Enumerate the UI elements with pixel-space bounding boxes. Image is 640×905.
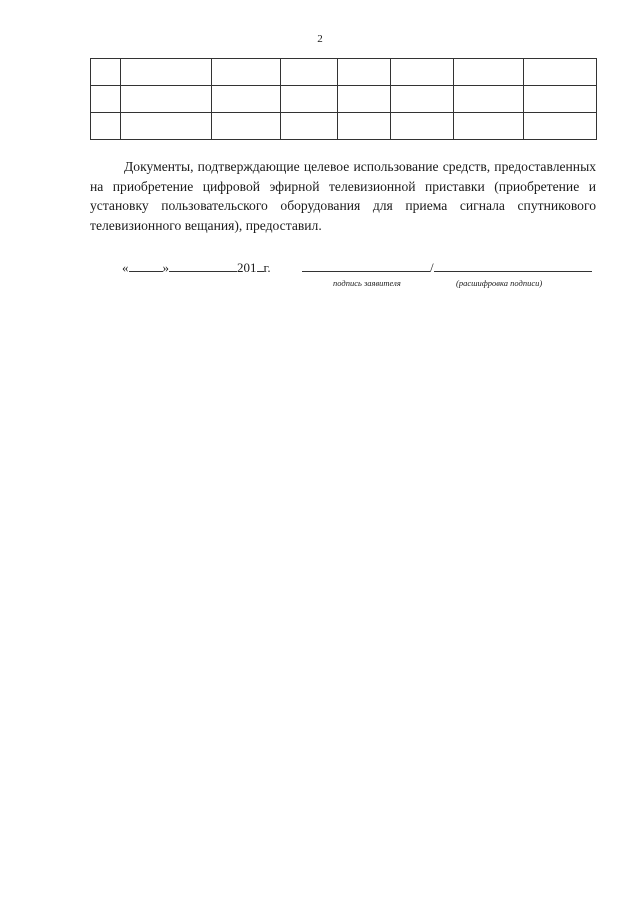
- table-cell[interactable]: [338, 86, 391, 113]
- decoding-blank[interactable]: [434, 258, 592, 272]
- table-cell[interactable]: [121, 113, 212, 140]
- table-cell[interactable]: [338, 113, 391, 140]
- year-prefix: 201: [237, 260, 257, 275]
- table-cell[interactable]: [121, 86, 212, 113]
- table-cell[interactable]: [391, 59, 454, 86]
- signature-field[interactable]: [302, 258, 592, 276]
- table-cell[interactable]: [391, 86, 454, 113]
- table-cell[interactable]: [524, 86, 597, 113]
- table-cell[interactable]: [212, 113, 281, 140]
- table-cell[interactable]: [454, 59, 524, 86]
- table-cell[interactable]: [524, 59, 597, 86]
- close-quote: »: [162, 260, 169, 275]
- table-cell[interactable]: [281, 113, 338, 140]
- table-row: [91, 86, 597, 113]
- data-table: [90, 58, 597, 140]
- year-suffix: г.: [263, 260, 271, 275]
- table-cell[interactable]: [391, 113, 454, 140]
- table-cell[interactable]: [281, 59, 338, 86]
- table-cell[interactable]: [91, 59, 121, 86]
- table-row: [91, 113, 597, 140]
- table-cell[interactable]: [454, 86, 524, 113]
- day-blank[interactable]: [129, 258, 163, 272]
- signature-separator: /: [430, 260, 434, 275]
- table-cell[interactable]: [212, 86, 281, 113]
- body-paragraph: Документы, подтверждающие целевое использование средств, предоставленных на приобретение цифровой эфирной телевизионной приставки (приобретение и установку пользовательского оборудования для приема сигнала спутникового телевизионного вещания), предоставил.: [90, 159, 596, 233]
- signature-blank[interactable]: [302, 258, 430, 272]
- table-cell[interactable]: [91, 86, 121, 113]
- table-cell[interactable]: [91, 113, 121, 140]
- month-blank[interactable]: [169, 258, 237, 272]
- page-number: 2: [317, 33, 323, 45]
- open-quote: «: [122, 260, 129, 275]
- table-row: [91, 59, 597, 86]
- caption-signature: подпись заявителя: [333, 278, 401, 288]
- table-cell[interactable]: [281, 86, 338, 113]
- table-cell[interactable]: [121, 59, 212, 86]
- table-cell[interactable]: [454, 113, 524, 140]
- caption-decoding: (расшифровка подписи): [456, 278, 543, 288]
- table-cell[interactable]: [524, 113, 597, 140]
- date-field[interactable]: [122, 258, 271, 276]
- table-cell[interactable]: [212, 59, 281, 86]
- year-blank[interactable]: [257, 258, 264, 272]
- table-cell[interactable]: [338, 59, 391, 86]
